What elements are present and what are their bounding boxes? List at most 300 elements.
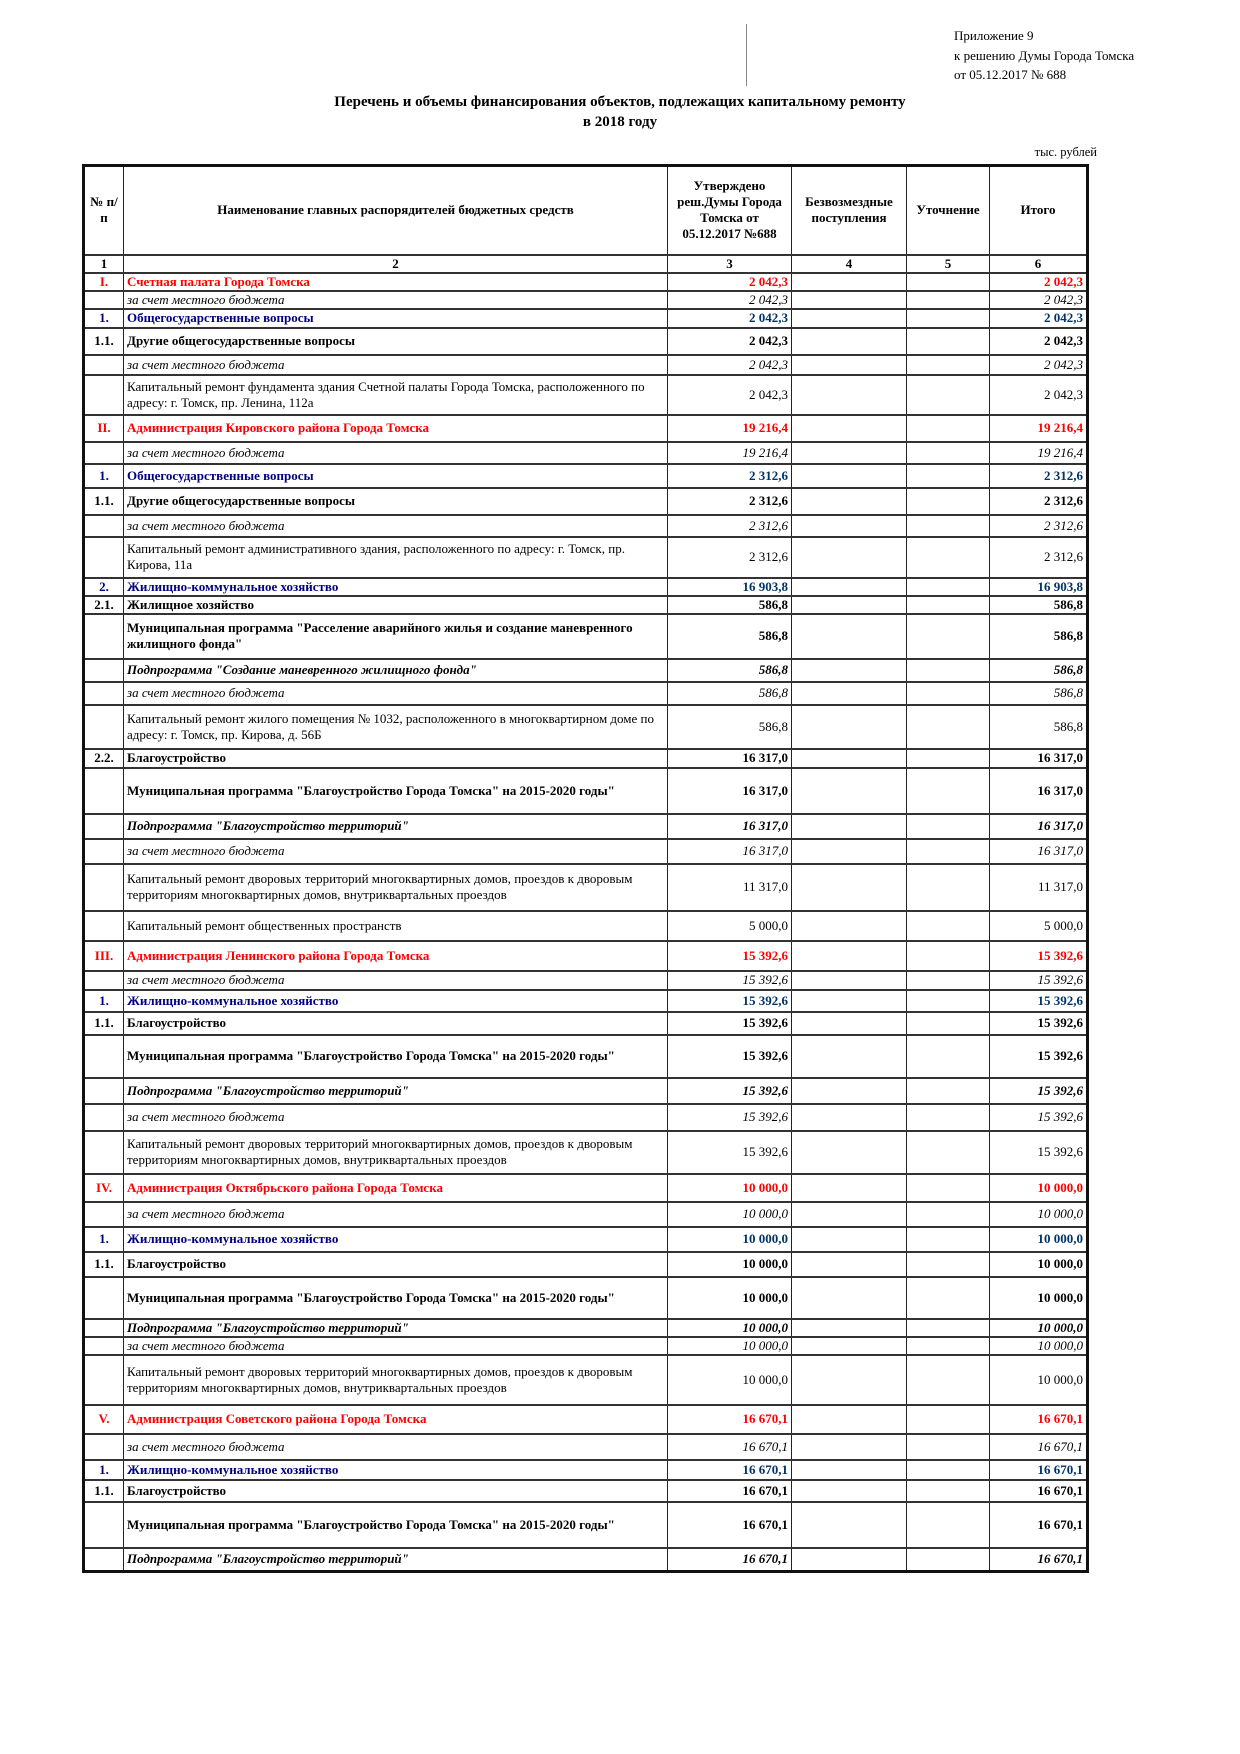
- grants-value: [792, 578, 907, 596]
- row-number: [84, 1078, 124, 1104]
- table-row: [84, 1337, 1088, 1355]
- clarification-value: [907, 1252, 990, 1277]
- clarification-value: [907, 814, 990, 839]
- approved-value: 2 042,3: [668, 291, 792, 309]
- table-row: [84, 1104, 1088, 1131]
- clarification-value: [907, 1460, 990, 1480]
- approved-value: 15 392,6: [668, 1104, 792, 1131]
- grants-value: [792, 1548, 907, 1572]
- table-row: [84, 705, 1088, 749]
- grants-value: [792, 839, 907, 864]
- grants-value: [792, 291, 907, 309]
- table-row: [84, 1174, 1088, 1202]
- row-name: Муниципальная программа "Благоустройство Города Томска" на 2015-2020 годы": [124, 1502, 668, 1548]
- table-row: [84, 614, 1088, 659]
- table-row: [84, 415, 1088, 442]
- grants-value: [792, 309, 907, 328]
- total-value: 15 392,6: [990, 1012, 1088, 1035]
- header-num: № п/п: [84, 166, 124, 255]
- table-row: [84, 659, 1088, 682]
- clarification-value: [907, 1012, 990, 1035]
- grants-value: [792, 1319, 907, 1337]
- total-value: 586,8: [990, 596, 1088, 614]
- clarification-value: [907, 537, 990, 578]
- approved-value: 10 000,0: [668, 1202, 792, 1227]
- row-number: [84, 1355, 124, 1405]
- approved-value: 2 312,6: [668, 464, 792, 488]
- row-name: за счет местного бюджета: [124, 682, 668, 705]
- clarification-value: [907, 578, 990, 596]
- table-row: [84, 328, 1088, 355]
- row-name: Администрация Ленинского района Города Томска: [124, 941, 668, 971]
- table-row: [84, 1355, 1088, 1405]
- total-value: 2 042,3: [990, 355, 1088, 375]
- row-number: [84, 537, 124, 578]
- row-number: [84, 1131, 124, 1174]
- clarification-value: [907, 375, 990, 415]
- grants-value: [792, 1174, 907, 1202]
- row-name: за счет местного бюджета: [124, 291, 668, 309]
- approved-value: 586,8: [668, 682, 792, 705]
- row-number: [84, 1434, 124, 1460]
- table-row: [84, 864, 1088, 911]
- clarification-value: [907, 328, 990, 355]
- clarification-value: [907, 990, 990, 1012]
- table-row: [84, 1277, 1088, 1319]
- total-value: 16 670,1: [990, 1502, 1088, 1548]
- row-number: [84, 1035, 124, 1078]
- approved-value: 15 392,6: [668, 1012, 792, 1035]
- clarification-value: [907, 488, 990, 515]
- row-name: Муниципальная программа "Благоустройство Города Томска" на 2015-2020 годы": [124, 1035, 668, 1078]
- approved-value: 16 317,0: [668, 749, 792, 768]
- header-total: Итого: [990, 166, 1088, 255]
- total-value: 15 392,6: [990, 941, 1088, 971]
- row-number: [84, 659, 124, 682]
- approved-value: 10 000,0: [668, 1252, 792, 1277]
- table-row: [84, 309, 1088, 328]
- approved-value: 16 670,1: [668, 1460, 792, 1480]
- approved-value: 10 000,0: [668, 1337, 792, 1355]
- row-name: за счет местного бюджета: [124, 971, 668, 990]
- total-value: 19 216,4: [990, 415, 1088, 442]
- row-number: 1.: [84, 309, 124, 328]
- column-number: 4: [792, 255, 907, 273]
- clarification-value: [907, 768, 990, 814]
- table-row: [84, 1460, 1088, 1480]
- row-name: Благоустройство: [124, 1012, 668, 1035]
- total-value: 10 000,0: [990, 1174, 1088, 1202]
- total-value: 2 312,6: [990, 464, 1088, 488]
- total-value: 586,8: [990, 659, 1088, 682]
- grants-value: [792, 537, 907, 578]
- column-number: 5: [907, 255, 990, 273]
- total-value: 16 670,1: [990, 1480, 1088, 1502]
- approved-value: 586,8: [668, 614, 792, 659]
- clarification-value: [907, 1227, 990, 1252]
- separator-line: [746, 24, 747, 86]
- row-number: 1.1.: [84, 488, 124, 515]
- clarification-value: [907, 839, 990, 864]
- table-row: [84, 1319, 1088, 1337]
- table-row: [84, 1252, 1088, 1277]
- total-value: 16 903,8: [990, 578, 1088, 596]
- row-number: [84, 1548, 124, 1572]
- row-name: за счет местного бюджета: [124, 515, 668, 537]
- table-row: [84, 911, 1088, 941]
- title-line-1: Перечень и объемы финансирования объектов, подлежащих капитальному ремонту: [334, 94, 906, 110]
- row-name: Жилищное хозяйство: [124, 596, 668, 614]
- approved-value: 16 670,1: [668, 1548, 792, 1572]
- row-number: [84, 355, 124, 375]
- total-value: 2 042,3: [990, 291, 1088, 309]
- row-name: Счетная палата Города Томска: [124, 273, 668, 291]
- total-value: 5 000,0: [990, 911, 1088, 941]
- clarification-value: [907, 1277, 990, 1319]
- total-value: 16 670,1: [990, 1548, 1088, 1572]
- total-value: 16 317,0: [990, 839, 1088, 864]
- column-number: 3: [668, 255, 792, 273]
- grants-value: [792, 941, 907, 971]
- clarification-value: [907, 415, 990, 442]
- row-number: 1.1.: [84, 1252, 124, 1277]
- grants-value: [792, 1227, 907, 1252]
- row-name: за счет местного бюджета: [124, 1337, 668, 1355]
- total-value: 10 000,0: [990, 1252, 1088, 1277]
- approved-value: 15 392,6: [668, 971, 792, 990]
- grants-value: [792, 749, 907, 768]
- grants-value: [792, 1480, 907, 1502]
- table-row: [84, 1434, 1088, 1460]
- table-row: [84, 768, 1088, 814]
- row-name: Другие общегосударственные вопросы: [124, 488, 668, 515]
- approved-value: 16 317,0: [668, 768, 792, 814]
- total-value: 15 392,6: [990, 1035, 1088, 1078]
- clarification-value: [907, 442, 990, 464]
- row-number: V.: [84, 1405, 124, 1434]
- annex-line-2: к решению Думы Города Томска: [954, 47, 1135, 63]
- total-value: 15 392,6: [990, 1078, 1088, 1104]
- total-value: 16 317,0: [990, 768, 1088, 814]
- approved-value: 586,8: [668, 659, 792, 682]
- clarification-value: [907, 659, 990, 682]
- clarification-value: [907, 1035, 990, 1078]
- row-name: Подпрограмма "Создание маневренного жилищного фонда": [124, 659, 668, 682]
- column-number: 2: [124, 255, 668, 273]
- table-row: [84, 355, 1088, 375]
- row-number: 2.2.: [84, 749, 124, 768]
- row-number: [84, 442, 124, 464]
- clarification-value: [907, 1174, 990, 1202]
- total-value: 10 000,0: [990, 1202, 1088, 1227]
- row-number: [84, 839, 124, 864]
- row-name: Капитальный ремонт дворовых территорий многоквартирных домов, проездов к дворовым территориям многоквартирных домов, внутриквартальных проездов: [124, 1355, 668, 1405]
- approved-value: 2 042,3: [668, 273, 792, 291]
- clarification-value: [907, 464, 990, 488]
- row-name: Администрация Кировского района Города Томска: [124, 415, 668, 442]
- grants-value: [792, 659, 907, 682]
- row-name: Администрация Октябрьского района Города Томска: [124, 1174, 668, 1202]
- row-name: Благоустройство: [124, 749, 668, 768]
- clarification-value: [907, 1405, 990, 1434]
- approved-value: 16 317,0: [668, 814, 792, 839]
- total-value: 2 042,3: [990, 273, 1088, 291]
- grants-value: [792, 442, 907, 464]
- row-name: Подпрограмма "Благоустройство территорий": [124, 1319, 668, 1337]
- row-number: II.: [84, 415, 124, 442]
- table-row: [84, 537, 1088, 578]
- grants-value: [792, 1337, 907, 1355]
- clarification-value: [907, 355, 990, 375]
- grants-value: [792, 911, 907, 941]
- row-number: III.: [84, 941, 124, 971]
- total-value: 2 312,6: [990, 515, 1088, 537]
- total-value: 19 216,4: [990, 442, 1088, 464]
- approved-value: 15 392,6: [668, 1078, 792, 1104]
- clarification-value: [907, 614, 990, 659]
- row-name: Жилищно-коммунальное хозяйство: [124, 990, 668, 1012]
- total-value: 10 000,0: [990, 1277, 1088, 1319]
- table-row: [84, 596, 1088, 614]
- total-value: 10 000,0: [990, 1355, 1088, 1405]
- approved-value: 5 000,0: [668, 911, 792, 941]
- row-number: 1.: [84, 990, 124, 1012]
- column-number-row: [84, 255, 1088, 273]
- grants-value: [792, 971, 907, 990]
- clarification-value: [907, 749, 990, 768]
- total-value: 16 670,1: [990, 1405, 1088, 1434]
- clarification-value: [907, 1319, 990, 1337]
- row-number: 1.: [84, 1227, 124, 1252]
- total-value: 15 392,6: [990, 971, 1088, 990]
- annex-note: [954, 26, 1134, 85]
- title-line-2: в 2018 году: [582, 114, 658, 130]
- column-number: 6: [990, 255, 1088, 273]
- approved-value: 10 000,0: [668, 1227, 792, 1252]
- row-number: 1.1.: [84, 328, 124, 355]
- approved-value: 15 392,6: [668, 990, 792, 1012]
- row-name: Другие общегосударственные вопросы: [124, 328, 668, 355]
- clarification-value: [907, 1548, 990, 1572]
- grants-value: [792, 1252, 907, 1277]
- total-value: 2 312,6: [990, 537, 1088, 578]
- approved-value: 2 312,6: [668, 537, 792, 578]
- grants-value: [792, 515, 907, 537]
- table-row: [84, 1502, 1088, 1548]
- approved-value: 2 042,3: [668, 328, 792, 355]
- table-row: [84, 1227, 1088, 1252]
- grants-value: [792, 328, 907, 355]
- grants-value: [792, 1460, 907, 1480]
- table-header-row: [84, 166, 1088, 255]
- table-row: [84, 1480, 1088, 1502]
- clarification-value: [907, 1434, 990, 1460]
- row-name: за счет местного бюджета: [124, 1434, 668, 1460]
- clarification-value: [907, 971, 990, 990]
- row-number: [84, 814, 124, 839]
- grants-value: [792, 464, 907, 488]
- total-value: 16 670,1: [990, 1460, 1088, 1480]
- row-name: за счет местного бюджета: [124, 442, 668, 464]
- approved-value: 10 000,0: [668, 1277, 792, 1319]
- grants-value: [792, 682, 907, 705]
- grants-value: [792, 1078, 907, 1104]
- clarification-value: [907, 291, 990, 309]
- grants-value: [792, 1434, 907, 1460]
- grants-value: [792, 814, 907, 839]
- grants-value: [792, 1277, 907, 1319]
- grants-value: [792, 1202, 907, 1227]
- clarification-value: [907, 864, 990, 911]
- table-row: [84, 814, 1088, 839]
- approved-value: 16 317,0: [668, 839, 792, 864]
- row-number: [84, 768, 124, 814]
- total-value: 10 000,0: [990, 1319, 1088, 1337]
- clarification-value: [907, 911, 990, 941]
- total-value: 10 000,0: [990, 1337, 1088, 1355]
- total-value: 16 670,1: [990, 1434, 1088, 1460]
- grants-value: [792, 1131, 907, 1174]
- row-name: Общегосударственные вопросы: [124, 464, 668, 488]
- total-value: 15 392,6: [990, 1104, 1088, 1131]
- approved-value: 11 317,0: [668, 864, 792, 911]
- clarification-value: [907, 596, 990, 614]
- clarification-value: [907, 273, 990, 291]
- total-value: 2 312,6: [990, 488, 1088, 515]
- row-name: Капитальный ремонт дворовых территорий многоквартирных домов, проездов к дворовым территориям многоквартирных домов, внутриквартальных проездов: [124, 1131, 668, 1174]
- annex-line-1: Приложение 9: [954, 28, 1034, 43]
- approved-value: 19 216,4: [668, 442, 792, 464]
- table-row: [84, 971, 1088, 990]
- row-number: [84, 1104, 124, 1131]
- table-row: [84, 1035, 1088, 1078]
- clarification-value: [907, 1078, 990, 1104]
- total-value: 586,8: [990, 614, 1088, 659]
- row-name: Администрация Советского района Города Томска: [124, 1405, 668, 1434]
- row-number: [84, 1502, 124, 1548]
- row-name: Жилищно-коммунальное хозяйство: [124, 578, 668, 596]
- row-number: 1.1.: [84, 1012, 124, 1035]
- row-name: Капитальный ремонт общественных пространств: [124, 911, 668, 941]
- table-row: [84, 1078, 1088, 1104]
- total-value: 586,8: [990, 705, 1088, 749]
- row-number: [84, 375, 124, 415]
- clarification-value: [907, 1104, 990, 1131]
- table-row: [84, 1012, 1088, 1035]
- approved-value: 15 392,6: [668, 1035, 792, 1078]
- row-name: Муниципальная программа "Расселение аварийного жилья и создание маневренного жилищного фонда": [124, 614, 668, 659]
- clarification-value: [907, 705, 990, 749]
- grants-value: [792, 1104, 907, 1131]
- row-number: 1.1.: [84, 1480, 124, 1502]
- approved-value: 2 312,6: [668, 488, 792, 515]
- units-label: тыс. рублей: [1034, 145, 1097, 159]
- row-number: I.: [84, 273, 124, 291]
- row-name: Общегосударственные вопросы: [124, 309, 668, 328]
- table-row: [84, 749, 1088, 768]
- column-number: 1: [84, 255, 124, 273]
- table-row: [84, 464, 1088, 488]
- approved-value: 10 000,0: [668, 1355, 792, 1405]
- row-number: [84, 1337, 124, 1355]
- table-row: [84, 578, 1088, 596]
- row-number: [84, 1319, 124, 1337]
- total-value: 11 317,0: [990, 864, 1088, 911]
- grants-value: [792, 355, 907, 375]
- approved-value: 16 670,1: [668, 1480, 792, 1502]
- row-number: [84, 1277, 124, 1319]
- grants-value: [792, 1502, 907, 1548]
- row-number: 2.1.: [84, 596, 124, 614]
- annex-line-3: от 05.12.2017 № 688: [954, 67, 1067, 82]
- table-row: [84, 442, 1088, 464]
- grants-value: [792, 705, 907, 749]
- table-row: [84, 839, 1088, 864]
- grants-value: [792, 864, 907, 911]
- clarification-value: [907, 1502, 990, 1548]
- table-row: [84, 1405, 1088, 1434]
- header-name: Наименование главных распорядителей бюджетных средств: [124, 166, 668, 255]
- table-row: [84, 375, 1088, 415]
- grants-value: [792, 1035, 907, 1078]
- row-name: Подпрограмма "Благоустройство территорий": [124, 814, 668, 839]
- grants-value: [792, 488, 907, 515]
- grants-value: [792, 273, 907, 291]
- total-value: 2 042,3: [990, 309, 1088, 328]
- header-clarification: Уточнение: [907, 166, 990, 255]
- clarification-value: [907, 1337, 990, 1355]
- total-value: 2 042,3: [990, 375, 1088, 415]
- approved-value: 10 000,0: [668, 1174, 792, 1202]
- approved-value: 16 670,1: [668, 1434, 792, 1460]
- row-number: [84, 291, 124, 309]
- approved-value: 586,8: [668, 596, 792, 614]
- row-number: [84, 682, 124, 705]
- total-value: 10 000,0: [990, 1227, 1088, 1252]
- row-number: 1.: [84, 464, 124, 488]
- total-value: 586,8: [990, 682, 1088, 705]
- row-name: за счет местного бюджета: [124, 1202, 668, 1227]
- grants-value: [792, 1355, 907, 1405]
- clarification-value: [907, 941, 990, 971]
- approved-value: 15 392,6: [668, 1131, 792, 1174]
- grants-value: [792, 415, 907, 442]
- clarification-value: [907, 1355, 990, 1405]
- row-name: Благоустройство: [124, 1252, 668, 1277]
- grants-value: [792, 768, 907, 814]
- table-row: [84, 1548, 1088, 1572]
- approved-value: 2 042,3: [668, 309, 792, 328]
- approved-value: 16 670,1: [668, 1405, 792, 1434]
- row-name: Подпрограмма "Благоустройство территорий": [124, 1078, 668, 1104]
- document-title: [0, 92, 1240, 132]
- row-name: за счет местного бюджета: [124, 355, 668, 375]
- row-name: Капитальный ремонт дворовых территорий многоквартирных домов, проездов к дворовым территориям многоквартирных домов, внутриквартальных проездов: [124, 864, 668, 911]
- row-number: [84, 971, 124, 990]
- approved-value: 2 042,3: [668, 375, 792, 415]
- clarification-value: [907, 1480, 990, 1502]
- table-row: [84, 990, 1088, 1012]
- row-name: Капитальный ремонт административного здания, расположенного по адресу: г. Томск, пр. Кирова, 11а: [124, 537, 668, 578]
- clarification-value: [907, 1202, 990, 1227]
- row-number: 2.: [84, 578, 124, 596]
- table-row: [84, 291, 1088, 309]
- row-number: [84, 614, 124, 659]
- row-name: Жилищно-коммунальное хозяйство: [124, 1227, 668, 1252]
- row-number: [84, 911, 124, 941]
- approved-value: 2 042,3: [668, 355, 792, 375]
- grants-value: [792, 990, 907, 1012]
